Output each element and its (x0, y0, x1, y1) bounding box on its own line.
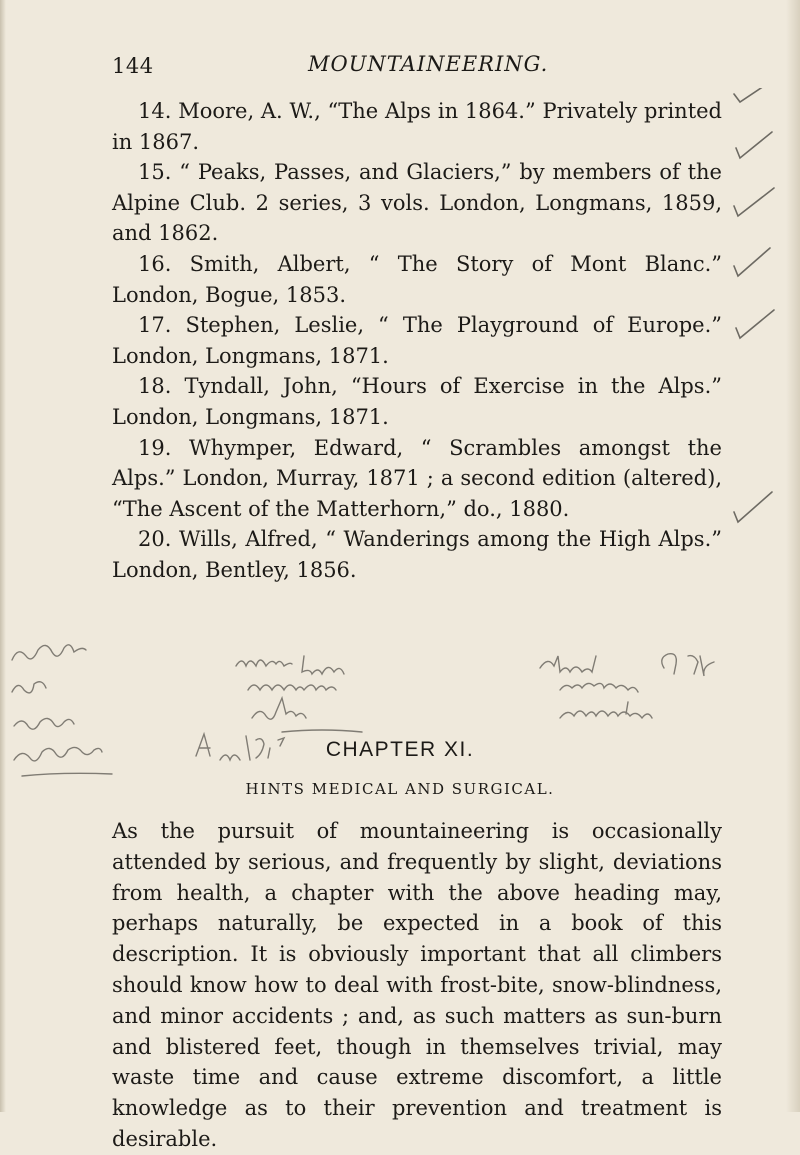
page-edge-shadow (786, 0, 800, 1112)
reference-item (112, 433, 722, 525)
check-mark-icon (734, 188, 774, 216)
reference-number: 17. (138, 313, 172, 338)
reference-number: 14. (138, 99, 172, 123)
reference-number: 16. (138, 251, 172, 276)
reference-item (112, 524, 722, 585)
page-gutter-shadow (0, 0, 6, 1112)
reference-list (112, 96, 722, 586)
reference-number: 20. (138, 527, 172, 552)
reference-item (112, 157, 722, 249)
chapter-title: CHAPTER XI. (325, 738, 475, 761)
check-mark-icon (736, 310, 774, 338)
check-mark-icon (734, 88, 770, 102)
reference-item (112, 371, 722, 432)
reference-item (112, 249, 722, 310)
page-number: 144 (112, 54, 154, 78)
chapter-body-paragraph: As the pursuit of mountaineering is occasionally attended by serious, and frequently by slight, deviations from health, a chapter with the above heading may, perhaps naturally, be expected in a book of this description. It is obviously important that all climbers should know how to deal with frost-bite, snow-blindness, and minor accidents ; and, as such matters as sun-burn and blistered feet, though in themselves trivial, may waste time and cause extreme discomfort, a little knowledge as to their prevention and treatment is desirable. (112, 819, 722, 1151)
reference-item (112, 96, 722, 157)
reference-number: 18. (138, 374, 172, 399)
reference-text: “ Peaks, Passes, and Glaciers,” by members of the Alpine Club. 2 series, 3 vols. London, Longmans, 1859, and 1862. (112, 160, 722, 246)
reference-number: 15. (138, 160, 172, 185)
check-mark-icon (734, 248, 770, 276)
margin-check-marks (726, 88, 786, 608)
reference-text: Wills, Alfred, “ Wanderings among the High Alps.” London, Bentley, 1856. (112, 527, 722, 582)
reference-item (112, 310, 722, 371)
running-head: MOUNTAINEERING. (308, 52, 549, 76)
check-mark-icon (734, 492, 772, 522)
reference-text: Whymper, Edward, “ Scrambles amongst the Alps.” London, Murray, 1871 ; a second edition (altered), “The Ascent of the Matterhorn,” do., 1880. (112, 435, 722, 521)
chapter-subtitle: HINTS MEDICAL AND SURGICAL. (245, 780, 555, 798)
reference-number: 19. (138, 435, 172, 460)
reference-text: Tyndall, John, “Hours of Exercise in the Alps.” London, Longmans, 1871. (112, 374, 722, 429)
reference-text: Moore, A. W., “The Alps in 1864.” Privately printed in 1867. (112, 99, 723, 154)
check-mark-icon (736, 132, 772, 158)
reference-text: Smith, Albert, “ The Story of Mont Blanc.” London, Bogue, 1853. (112, 251, 722, 307)
reference-text: Stephen, Leslie, “ The Playground of Europe.” London, Longmans, 1871. (112, 313, 722, 368)
